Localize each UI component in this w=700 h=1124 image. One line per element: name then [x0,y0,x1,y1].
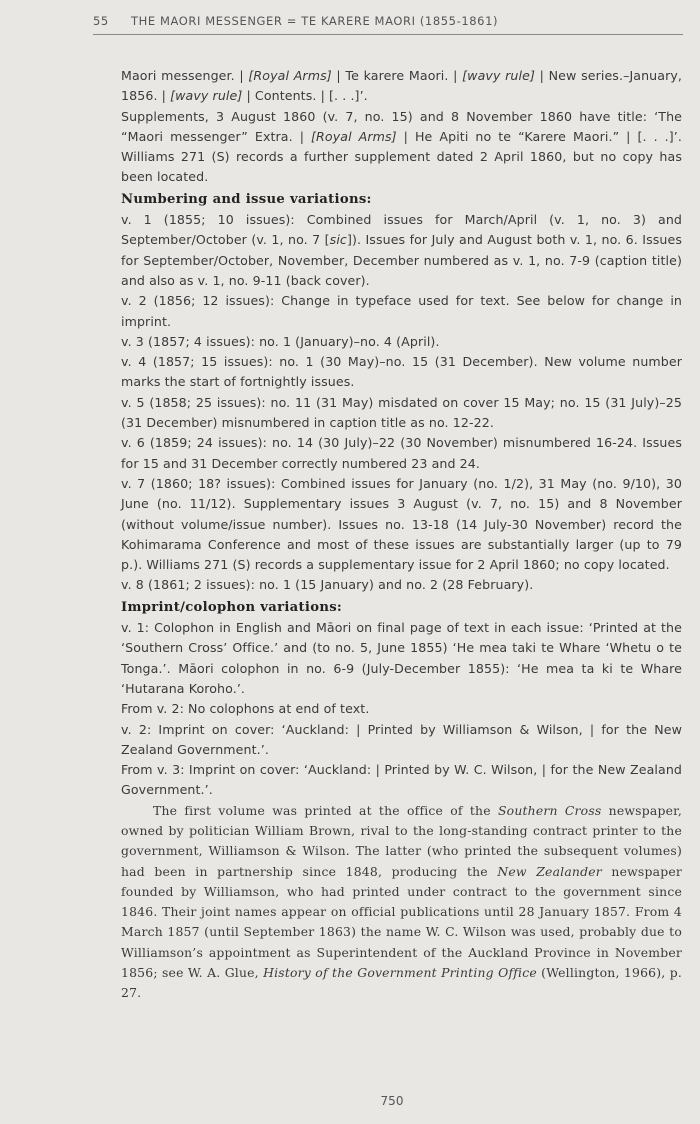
italic-text: [Royal Arms] [248,68,332,83]
italic-text: History of the Government Printing Office [263,965,537,981]
text-run: Supplements, 3 August 1860 (v. 7, no. 15) and 8 November 1860 have title: ‘The “Maori messenger” Extra. | [121,108,682,144]
page-number: 750 [380,1094,404,1108]
imprint-item [121,618,682,699]
running-head-title: THE MAORI MESSENGER = TE KARERE MAORI (1855-1861) [131,14,499,28]
text-run: v. 2 (1856; 12 issues): Change in typeface used for text. See below for change in imprint. [121,293,682,329]
text-run: From v. 3: Imprint on cover: ‘Auckland: | Printed by W. C. Wilson, | for the New Zealand Government.’. [121,762,682,798]
imprint-heading: Imprint/colophon variations: [121,599,343,615]
numbering-item [121,352,682,393]
supplement-note [121,107,682,188]
italic-text: Southern Cross [497,802,602,818]
text-run: (Wellington, 1966), p. 27. [121,965,682,1001]
text-run: v. 5 (1858; 25 issues): no. 11 (31 May) misdated on cover 15 May; no. 15 (31 July)–25 (31 December) misnumbered in caption title as no. 12-22. [121,394,682,431]
imprint-item [121,699,682,719]
imprint-item [121,720,682,761]
italic-text: New Zealander [497,863,602,879]
numbering-item [121,332,682,352]
page-content [121,66,682,1004]
text-run: v. 2: Imprint on cover: ‘Auckland: | Printed by Williamson & Wilson, | for the New Zealand Government.’. [121,721,682,757]
text-run: From v. 2: No colophons at end of text. [121,701,370,717]
text-run: v. 1 (1855; 10 issues): Combined issues for March/April (v. 1, no. 3) and September/October (v. 1, no. 7 [ [121,212,682,248]
text-run: newspaper, owned by politician William Brown, rival to the long-standing contract printer to the government, Williamson & Wilson. The latter (who printed the subsequent volumes) had been in partnership since 1848, producing the [121,802,683,879]
text-run: newspaper founded by Williamson, who had printed under contract to the government since 1846. Their joint names appear on official publications until 28 January 1857. From 4 March 1857 (until September 1863) the name W. C. Wilson was used, probably due to Williamson’s appointment as Superintendent of the Auckland Province in November 1856; see W. A. Glue, [121,863,682,981]
numbering-item [121,291,682,332]
text-run: | He Apiti no te “Karere Maori.” | [. . .]’. Williams 271 (S) records a further supplement dated 2 April 1860, but no copy has been located. [121,128,682,185]
italic-text: [Royal Arms] [311,128,397,144]
text-run: v. 6 (1859; 24 issues): no. 14 (30 July)–22 (30 November) misnumbered 16-24. Issues for 15 and 31 December correctly numbered 23 and 24. [121,435,682,471]
numbering-item [121,474,682,575]
text-run: | Contents. | [. . .]’. [242,88,368,104]
commentary-paragraph [121,801,682,1004]
italic-text: [wavy rule] [170,88,243,104]
imprint-item [121,760,682,801]
text-run: v. 7 (1860; 18? issues): Combined issues for January (no. 1/2), 31 May (no. 9/10), 30 June (no. 11/12). Supplementary issues 3 August (v. 7, no. 15) and 8 November (without volume/issue number). Issues no. 13-18 (14 July-30 November) record the Kohimarama Conference and most of these issues are substantially larger (up to 79 p.). Williams 271 (S) records a supplementary issue for 2 April 1860; no copy located. [121,475,682,573]
numbering-item [121,433,682,474]
numbering-item [121,575,682,595]
text-run: v. 4 (1857; 15 issues): no. 1 (30 May)–no. 15 (31 December). New volume number marks the start of fortnightly issues. [121,354,682,390]
text-run: | New series.–January, 1856. | [121,68,683,104]
text-run: v. 1: Colophon in English and Māori on final page of text in each issue: ‘Printed at the ‘Southern Cross’ Office.’ and (to no. 5, June 1855) ‘He mea taki te Whare ‘Whetu o te Tonga.’. Māori colophon in no. 6-9 (July-December 1855): ‘He mea ta ki te Whare ‘Hutarana Koroho.’. [121,620,682,696]
text-run: v. 3 (1857; 4 issues): no. 1 (January)–no. 4 (April). [121,333,440,349]
numbering-heading: Numbering and issue variations: [121,191,372,207]
title-note [121,66,682,107]
text-run: | Te karere Maori. | [331,68,463,83]
numbering-item [121,210,682,291]
running-head [93,14,683,35]
italic-text: [wavy rule] [462,68,535,83]
running-head-folio: 55 [93,14,109,28]
italic-text: sic [329,232,347,248]
numbering-item [121,393,682,434]
text-run: v. 8 (1861; 2 issues): no. 1 (15 January) and no. 2 (28 February). [121,577,534,593]
text-run: ]). Issues for July and August both v. 1, no. 6. Issues for September/October, November, December numbered as v. 1, no. 7-9 (caption title) and also as v. 1, no. 9-11 (back cover). [121,232,682,288]
text-run: The first volume was printed at the office of the [153,802,498,818]
text-run: Maori messenger. | [121,68,249,83]
